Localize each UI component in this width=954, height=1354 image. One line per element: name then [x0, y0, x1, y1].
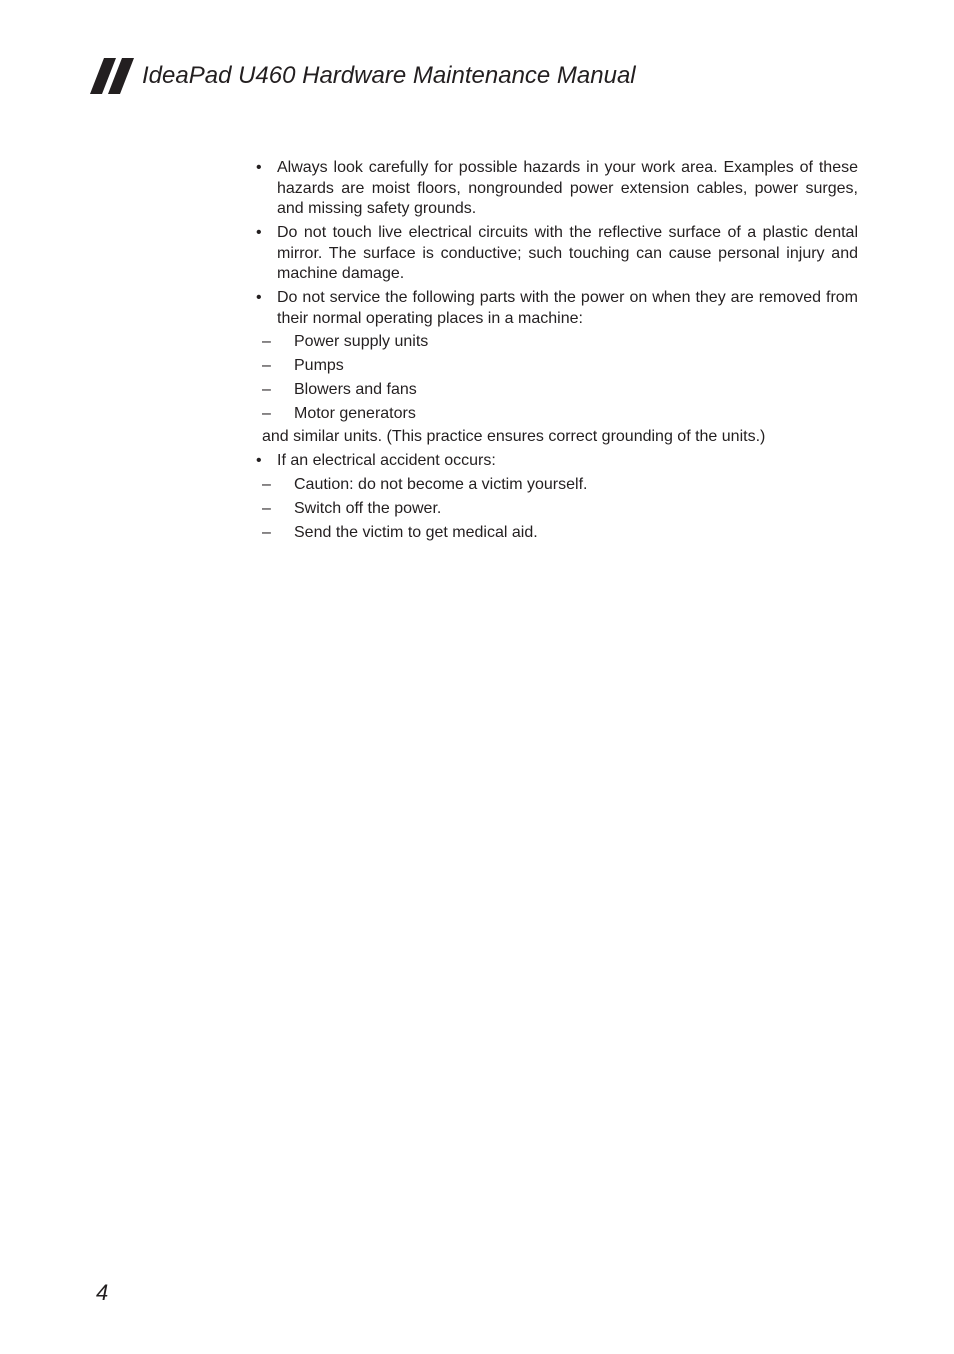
bullet-icon: • [256, 223, 262, 241]
sub-list-item [262, 404, 858, 425]
list-item [256, 288, 858, 329]
dash-icon: – [262, 523, 271, 541]
sub-list [256, 332, 858, 424]
dash-icon: – [262, 357, 271, 375]
sub-list-item [262, 356, 858, 377]
sub-list-item-text: Caution: do not become a victim yourself. [294, 476, 588, 493]
list-item-text: Always look carefully for possible hazards in your work area. Examples of these hazards are moist floors, nongrounded power extension cables, power surges, and missing safety grounds. [277, 159, 858, 218]
bullet-icon: • [256, 159, 262, 176]
sub-list-item [262, 380, 858, 401]
sub-list-item [262, 332, 858, 353]
sub-list-item [262, 523, 858, 544]
page-header [90, 56, 636, 96]
sub-list [256, 475, 858, 543]
sub-list-item [262, 475, 858, 496]
page-number: 4 [96, 1280, 109, 1305]
list-item-text: If an electrical accident occurs: [277, 452, 496, 470]
sub-list-item-text: Power supply units [294, 333, 429, 351]
dash-icon: – [262, 476, 271, 493]
document-title: IdeaPad U460 Hardware Maintenance Manual [142, 62, 636, 89]
sub-list-item-text: Blowers and fans [294, 380, 417, 398]
dash-icon: – [262, 404, 271, 422]
list-item [256, 158, 858, 220]
dash-icon: – [262, 333, 271, 351]
sub-list-item-text: Switch off the power. [294, 499, 442, 517]
double-slash-logo-icon [90, 58, 136, 94]
continuation-text: and similar units. (This practice ensures correct grounding of the units.) [262, 428, 766, 446]
list-item [256, 451, 858, 472]
list-item-text: Do not service the following parts with the power on when they are removed from their normal operating places in a machine: [277, 288, 858, 327]
list-item-text: Do not touch live electrical circuits with the reflective surface of a plastic dental mirror. The surface is conductive; such touching can cause personal injury and machine damage. [277, 223, 858, 283]
list-item [256, 223, 858, 285]
safety-list [256, 158, 858, 543]
sub-list-item-text: Motor generators [294, 404, 416, 422]
bullet-icon: • [256, 288, 262, 306]
sub-list-item-text: Pumps [294, 357, 344, 375]
bullet-icon: • [256, 452, 262, 470]
sub-list-item-text: Send the victim to get medical aid. [294, 523, 538, 541]
dash-icon: – [262, 380, 271, 398]
sub-list-item [262, 499, 858, 520]
dash-icon: – [262, 499, 271, 517]
